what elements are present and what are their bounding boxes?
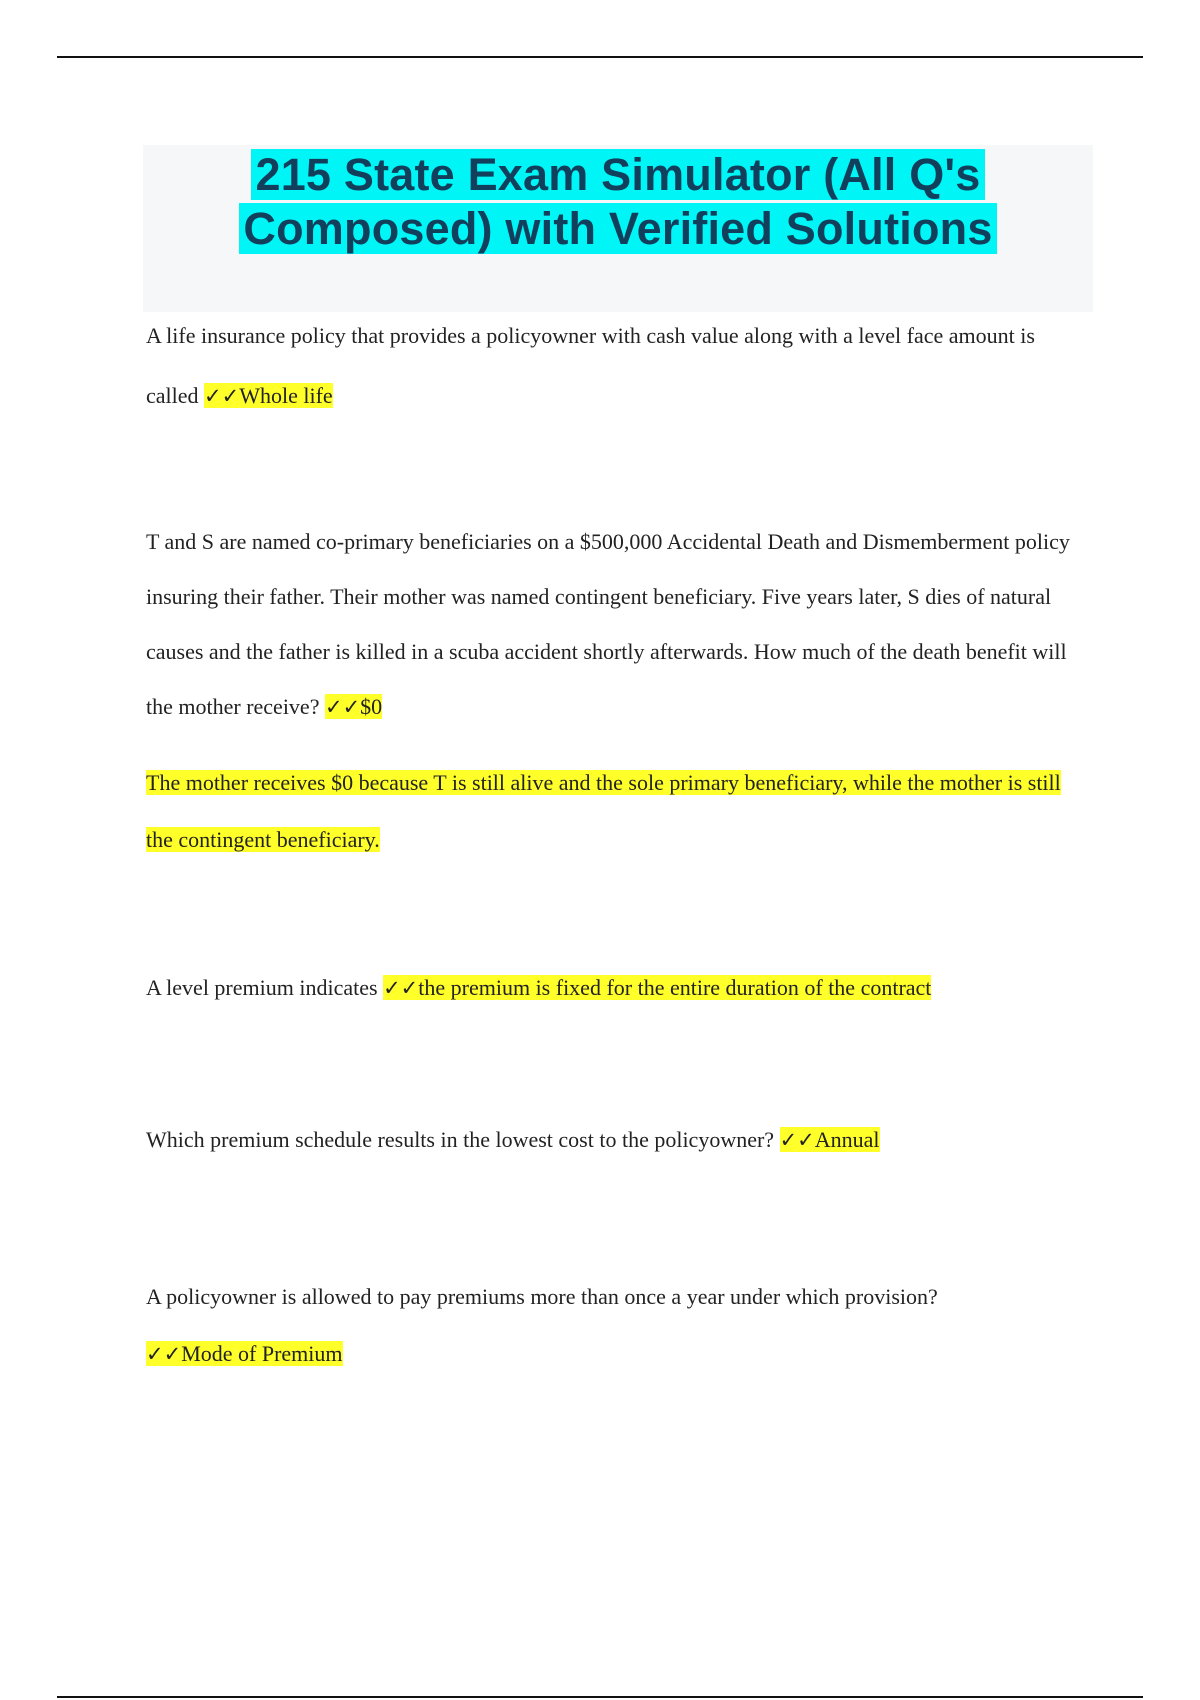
qa-item-5 (146, 1268, 1076, 1383)
title-box (143, 145, 1093, 312)
qa-item-1 (146, 306, 1076, 426)
check-icon: ✓✓ (204, 384, 240, 408)
answer-text: $0 (360, 694, 383, 719)
question-text: A level premium indicates (146, 975, 378, 1000)
check-icon: ✓✓ (324, 695, 361, 719)
answer-text: Mode of Premium (181, 1341, 343, 1366)
answer-highlight (383, 975, 931, 1000)
check-icon: ✓✓ (779, 1128, 815, 1152)
top-rule (57, 56, 1143, 58)
question-text: A life insurance policy that provides a policyowner with cash value along with a level face amount is called (146, 323, 1035, 408)
answer-highlight (780, 1127, 880, 1152)
check-icon: ✓✓ (146, 1342, 182, 1366)
answer-text: Annual (814, 1127, 880, 1152)
title-line-1: 215 State Exam Simulator (All Q's (251, 149, 984, 200)
answer-highlight (325, 694, 382, 719)
answer-text: the premium is fixed for the entire duration of the contract (418, 975, 932, 1000)
answer-text: Whole life (239, 383, 333, 408)
question-text: T and S are named co-primary beneficiaries on a $500,000 Accidental Death and Dismemberment policy insuring their father. Their mother was named contingent beneficiary. Five years later, S dies of natural causes and the father is killed in a scuba accident shortly afterwards. How much of the death benefit will the mother receive? (146, 529, 1070, 719)
bottom-rule (57, 1696, 1143, 1698)
question-text: A policyowner is allowed to pay premiums more than once a year under which provision? (146, 1284, 938, 1309)
document-title (239, 148, 996, 256)
answer-highlight (204, 383, 333, 408)
check-icon: ✓✓ (383, 976, 419, 1000)
qa-item-2-explanation (146, 754, 1076, 868)
answer-highlight (146, 1341, 343, 1366)
qa-item-3 (146, 968, 1076, 1008)
qa-item-4 (146, 1120, 1076, 1160)
title-line-2: Composed) with Verified Solutions (239, 203, 996, 254)
explanation-text: The mother receives $0 because T is still alive and the sole primary beneficiary, while the mother is still the contingent beneficiary. (146, 770, 1061, 852)
qa-item-2 (146, 514, 1076, 735)
question-text: Which premium schedule results in the lowest cost to the policyowner? (146, 1127, 775, 1152)
